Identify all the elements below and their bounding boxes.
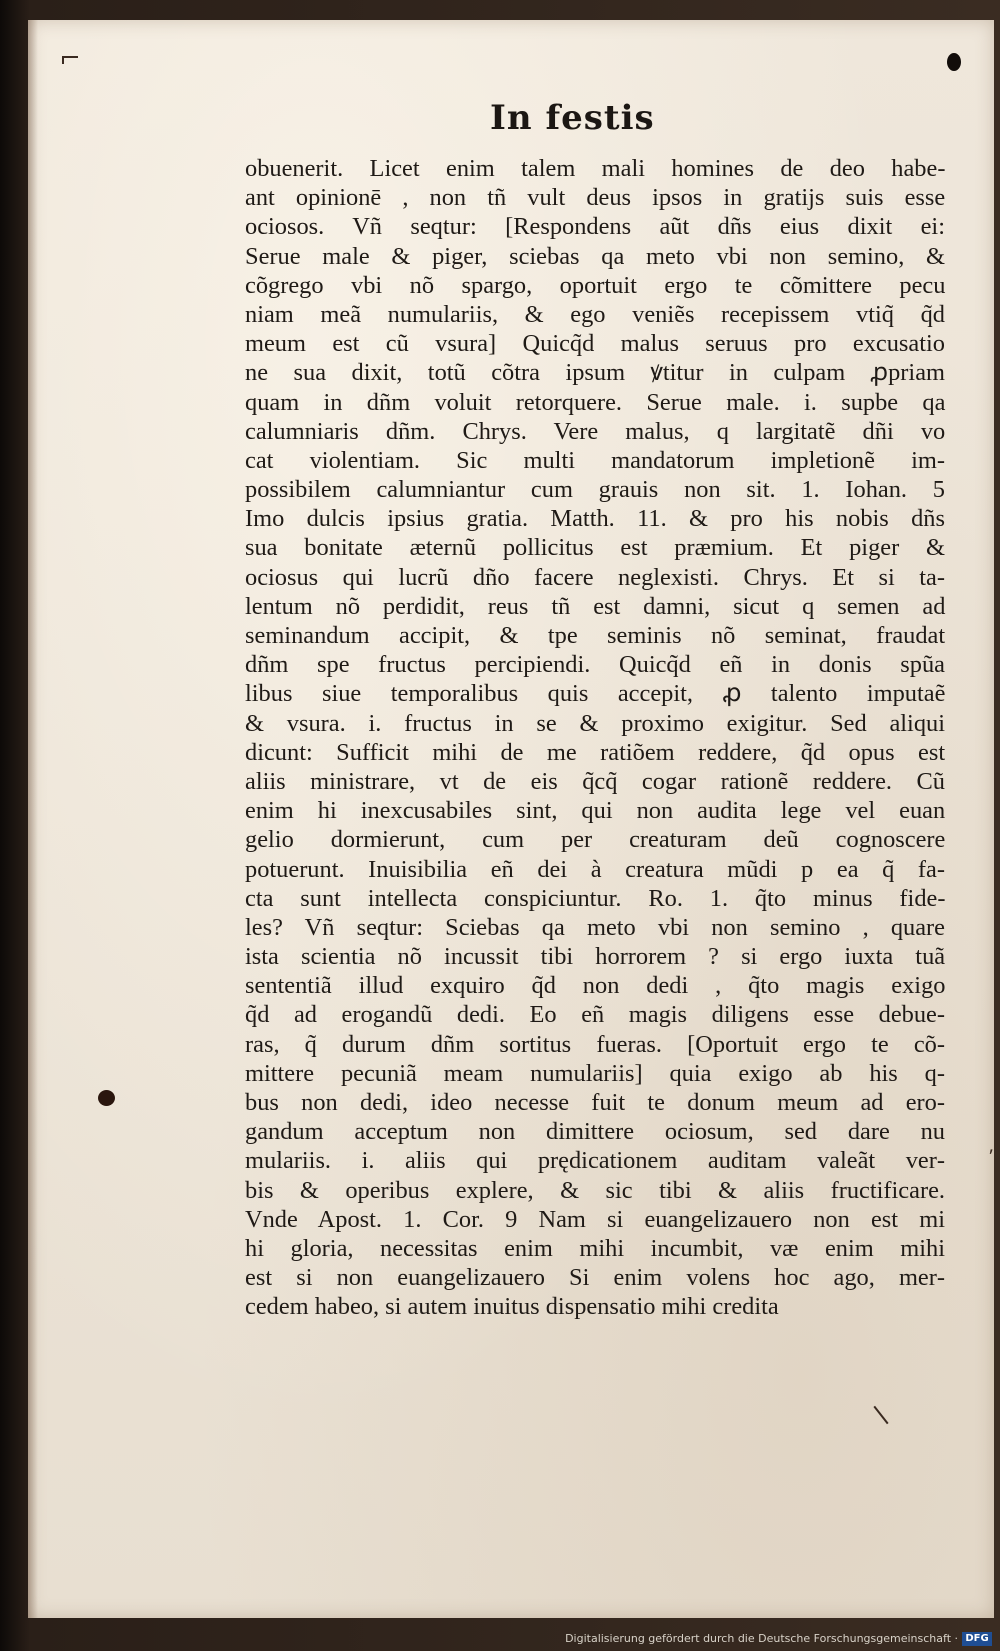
ink-spot-top-right <box>947 53 961 71</box>
text-line: les? Vñ seqtur: Sciebas qa meto vbi non semino , quare <box>245 913 945 941</box>
dfg-logo: DFG <box>962 1632 992 1646</box>
text-line: possibilem calumniantur cum grauis non sit. 1. Iohan. 5 <box>245 476 945 504</box>
text-line: mulariis. i. aliis qui prędicationem auditam valeãt ver‑ <box>245 1147 945 1175</box>
text-line: dñm spe fructus percipiendi. Quicq̃d eñ in donis spũa <box>245 651 945 679</box>
stray-pen-stroke <box>873 1406 888 1425</box>
digitization-credit: Digitalisierung gefördert durch die Deutsche Forschungsgemeinschaft · <box>565 1632 958 1645</box>
body-text <box>245 154 945 1322</box>
text-line: aliis ministrare, vt de eis q̃cq̃ cogar rationẽ reddere. Cũ <box>245 767 945 795</box>
text-line: q̃d ad erogandũ dedi. Eo eñ magis diligens esse debue‑ <box>245 1001 945 1029</box>
text-line: ociosus qui lucrũ dño facere neglexisti. Chrys. Et si ta‑ <box>245 563 945 591</box>
text-line: bis & operibus explere, & sic tibi & aliis fructificare. <box>245 1176 945 1204</box>
edge-mark: ⸴ <box>989 1138 994 1159</box>
text-line: cat violentiam. Sic multi mandatorum impletionẽ im‑ <box>245 446 945 474</box>
text-line: seminandum accipit, & tpe seminis nõ seminat, fraudat <box>245 622 946 649</box>
text-line: Imo dulcis ipsius gratia. Matth. 11. & pro his nobis dñs <box>245 505 945 533</box>
text-line: bus non dedi, ideo necesse fuit te donum meum ad ero‑ <box>245 1089 945 1116</box>
text-line: meum est cũ vsura] Quicq̃d malus seruus pro excusatio <box>245 330 945 358</box>
text-line: Serue male & piger, sciebas qa meto vbi non semino, & <box>245 242 945 270</box>
text-line: enim hi inexcusabiles sint, qui non audita lege vel euan <box>245 797 946 825</box>
text-line: dicunt: Sufficit mihi de me ratiõem reddere, q̃d opus est <box>245 738 946 766</box>
text-line: cõgrego vbi nõ spargo, oportuit ergo te cõmittere pecu <box>245 271 946 299</box>
text-line: gelio dormierunt, cum per creaturam deũ cognoscere <box>245 826 946 854</box>
text-line: gandum acceptum non dimittere ociosum, sed dare nu <box>245 1118 945 1146</box>
text-line: ras, q̃ durum dñm sortitus fueras. [Oportuit ergo te cõ‑ <box>245 1030 945 1058</box>
text-line: sententiã illud exquiro q̃d non dedi , q̃to magis exigo <box>245 972 946 1000</box>
text-line: ne sua dixit, totũ cõtra ipsum ꝟtitur in culpam ꝓpriam <box>245 359 945 387</box>
text-line: libus siue temporalibus quis accepit, ꝓ talento imputaẽ <box>245 680 946 708</box>
text-line: niam meã numulariis, & ego veniẽs recepissem vtiq̃ q̃d <box>245 300 945 328</box>
book-page <box>28 20 994 1618</box>
text-line: cedem habeo, si autem inuitus dispensatio mihi credita <box>245 1293 779 1321</box>
text-line: mittere pecuniã meam numulariis] quia exigo ab his q‑ <box>245 1059 945 1087</box>
ink-spot-left-margin <box>98 1090 115 1106</box>
text-line: hi gloria, necessitas enim mihi incumbit, væ enim mihi <box>245 1234 945 1262</box>
text-line: lentum nõ perdidit, reus tñ est damni, sicut q semen ad <box>245 592 946 620</box>
text-line: est si non euangelizauero Si enim volens hoc ago, mer‑ <box>245 1264 945 1292</box>
text-line: quam in dñm voluit retorquere. Serue male. i. supbe qa <box>245 388 946 416</box>
text-line: calumniaris dñm. Chrys. Vere malus, q largitatẽ dñi vo <box>245 417 946 445</box>
text-line: ant opinionē , non tñ vult deus ipsos in gratijs suis esse <box>245 184 946 212</box>
page-corner-mark <box>62 56 78 64</box>
running-head: In festis <box>490 98 655 138</box>
text-line: & vsura. i. fructus in se & proximo exigitur. Sed aliqui <box>245 709 945 737</box>
text-line: potuerunt. Inuisibilia eñ dei à creatura mũdi p ea q̃ fa‑ <box>245 855 945 883</box>
text-line: ista scientia nõ incussit tibi horrorem ? si ergo iuxta tuã <box>245 943 946 971</box>
text-line: cta sunt intellecta conspiciuntur. Ro. 1. q̃to minus fide‑ <box>245 884 946 912</box>
text-line: Vnde Apost. 1. Cor. 9 Nam si euangelizauero non est mi <box>245 1205 945 1233</box>
text-line: sua bonitate æternũ pollicitus est præmium. Et piger & <box>245 534 945 562</box>
text-line: obuenerit. Licet enim talem mali homines de deo habe‑ <box>245 155 946 182</box>
text-line: ociosos. Vñ seqtur: [Respondens aũt dñs eius dixit ei: <box>245 213 945 241</box>
